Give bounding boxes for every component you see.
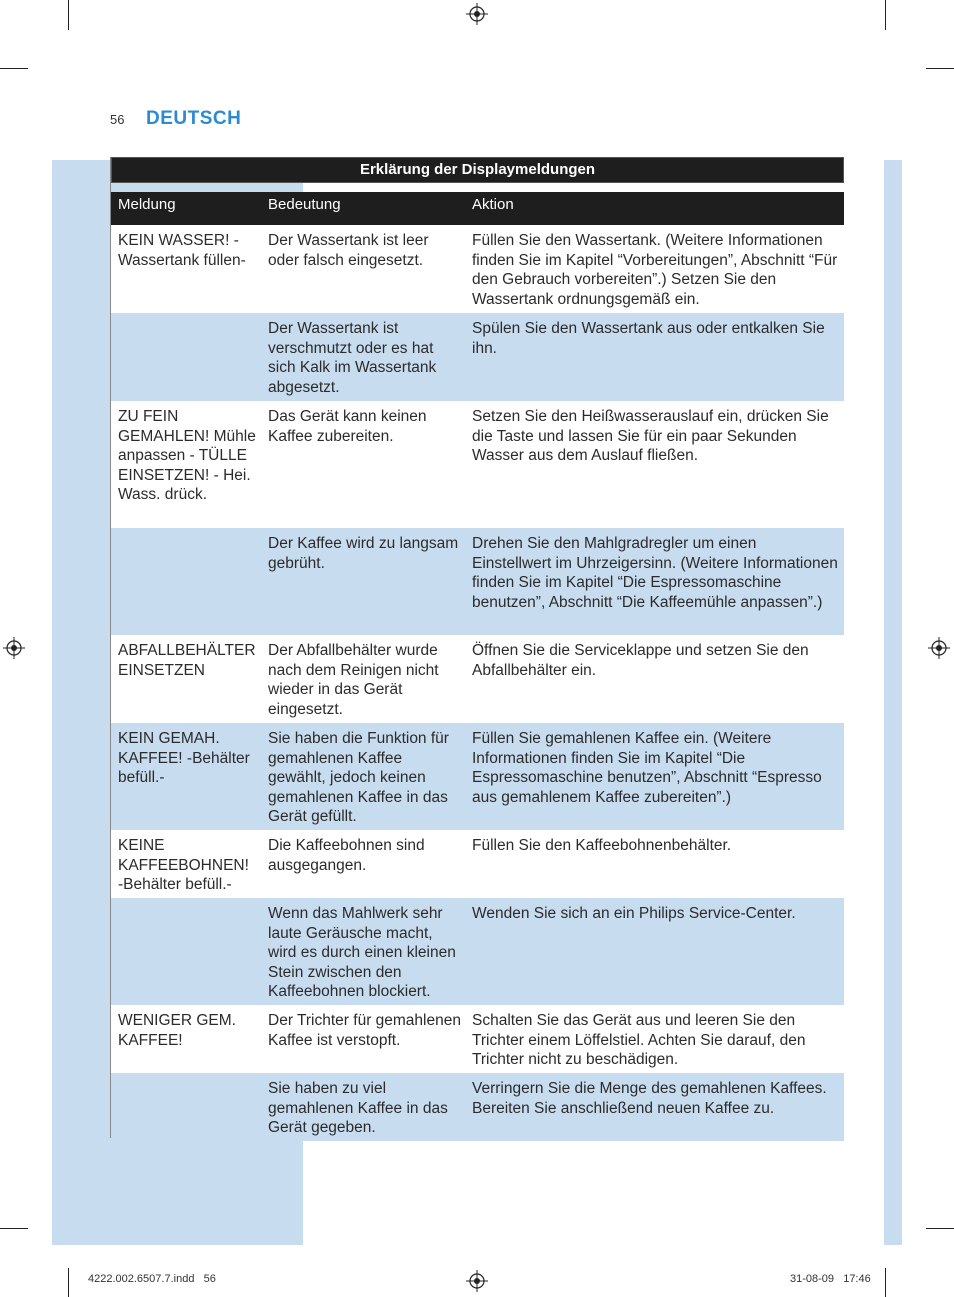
crop-mark — [926, 68, 954, 69]
table-row — [111, 898, 844, 1005]
cell-bedeutung: Der Kaffee wird zu langsam gebrüht. — [268, 535, 459, 572]
cell-bedeutung: Der Trichter für gemahlenen Kaffee ist verstopft. — [268, 1012, 461, 1049]
cell-aktion: Schalten Sie das Gerät aus und leeren Sie den Trichter einem Löffelstiel. Achten Sie darauf, den Trichter nicht zu beschädigen. — [472, 1012, 806, 1068]
cell-bedeutung: Die Kaffeebohnen sind ausgegangen. — [268, 837, 425, 874]
table-row — [111, 313, 844, 401]
cell-bedeutung: Sie haben die Funktion für gemahlenen Kaffee gewählt, jedoch keinen gemahlenen Kaffee in das Gerät gefüllt. — [268, 730, 449, 825]
table-gap — [111, 183, 844, 192]
cell-bedeutung: Das Gerät kann keinen Kaffee zubereiten. — [268, 408, 427, 445]
margin-strip — [884, 160, 902, 1245]
cell-aktion: Öffnen Sie die Serviceklappe und setzen Sie den Abfallbehälter ein. — [472, 642, 809, 679]
cell-aktion: Drehen Sie den Mahlgradregler um einen Einstellwert im Uhrzeigersinn. (Weitere Informationen finden Sie im Kapitel “Die Espressomaschine benutzen”, Abschnitt “Die Kaffeemühle anpassen”.) — [472, 535, 838, 611]
cell-aktion: Wenden Sie sich an ein Philips Service-Center. — [472, 905, 796, 922]
cell-meldung: KEIN GEMAH. KAFFEE! -Behälter befüll.- — [118, 730, 250, 786]
display-messages-table — [111, 157, 844, 1141]
table-row — [111, 225, 844, 313]
cell-aktion: Füllen Sie den Kaffeebohnenbehälter. — [472, 837, 732, 854]
table-row — [111, 830, 844, 898]
crop-mark — [885, 1268, 886, 1297]
cell-meldung: WENIGER GEM. KAFFEE! — [118, 1012, 236, 1049]
table-row — [111, 635, 844, 723]
table-title: Erklärung der Displaymeldungen — [111, 157, 844, 183]
table-row — [111, 401, 844, 528]
page-number: 56 — [110, 112, 125, 127]
crop-mark — [0, 68, 28, 69]
cell-bedeutung: Der Wassertank ist leer oder falsch eingesetzt. — [268, 232, 429, 269]
table-row — [111, 1005, 844, 1073]
cell-bedeutung: Der Abfallbehälter wurde nach dem Reinigen nicht wieder in das Gerät eingesetzt. — [268, 642, 439, 718]
cell-bedeutung: Wenn das Mahlwerk sehr laute Geräusche macht, wird es durch einen kleinen Stein zwischen den Kaffeebohnen blockiert. — [268, 905, 456, 1000]
column-header-meldung: Meldung — [118, 196, 176, 213]
cell-meldung: KEINE KAFFEEBOHNEN! -Behälter befüll.- — [118, 837, 249, 893]
cell-aktion: Setzen Sie den Heißwasserauslauf ein, drücken Sie die Taste und lassen Sie für ein paar Sekunden Wasser aus dem Auslauf fließen. — [472, 408, 829, 464]
cell-meldung — [111, 1073, 261, 1141]
cell-aktion: Verringern Sie die Menge des gemahlenen Kaffees. Bereiten Sie anschließend neuen Kaffee zu. — [472, 1080, 827, 1117]
cell-aktion: Füllen Sie den Wassertank. (Weitere Informationen finden Sie im Kapitel “Vorbereitungen”, Abschnitt “Für den Gebrauch vorbereiten”.) Setzen Sie den Wassertank ordnungsgemäß ein. — [472, 232, 838, 308]
cell-aktion: Spülen Sie den Wassertank aus oder entkalken Sie ihn. — [472, 320, 825, 357]
section-title: DEUTSCH — [146, 108, 242, 129]
column-header-aktion: Aktion — [472, 196, 514, 213]
crop-mark — [68, 0, 69, 30]
registration-mark-icon — [928, 637, 950, 659]
registration-mark-icon — [466, 1270, 488, 1292]
footer-date: 31-08-09 17:46 — [790, 1273, 871, 1285]
registration-mark-icon — [466, 3, 488, 25]
cell-meldung — [111, 528, 261, 635]
crop-mark — [885, 0, 886, 30]
crop-mark — [68, 1268, 69, 1297]
cell-meldung: ABFALLBEHÄLTER EINSETZEN — [118, 642, 256, 679]
cell-meldung — [111, 898, 261, 1005]
table-row — [111, 723, 844, 830]
cell-bedeutung: Sie haben zu viel gemahlenen Kaffee in das Gerät gegeben. — [268, 1080, 448, 1136]
cell-meldung: ZU FEIN GEMAHLEN! Mühle anpassen - TÜLLE EINSETZEN! - Hei. Wass. drück. — [118, 408, 256, 503]
table-row — [111, 528, 844, 635]
cell-meldung — [111, 313, 261, 401]
cell-meldung: KEIN WASSER! - Wassertank füllen- — [118, 232, 246, 269]
column-header-bedeutung: Bedeutung — [268, 196, 341, 213]
cell-aktion: Füllen Sie gemahlenen Kaffee ein. (Weitere Informationen finden Sie im Kapitel “Die Espressomaschine benutzen”, Abschnitt “Espresso aus gemahlenem Kaffee zubereiten”.) — [472, 730, 822, 806]
table-header — [111, 192, 844, 225]
registration-mark-icon — [3, 637, 25, 659]
table-row — [111, 1073, 844, 1141]
cell-bedeutung: Der Wassertank ist verschmutzt oder es hat sich Kalk im Wassertank abgesetzt. — [268, 320, 437, 396]
crop-mark — [0, 1228, 28, 1229]
crop-mark — [926, 1228, 954, 1229]
footer-file-info: 4222.002.6507.7.indd 56 — [88, 1273, 216, 1285]
